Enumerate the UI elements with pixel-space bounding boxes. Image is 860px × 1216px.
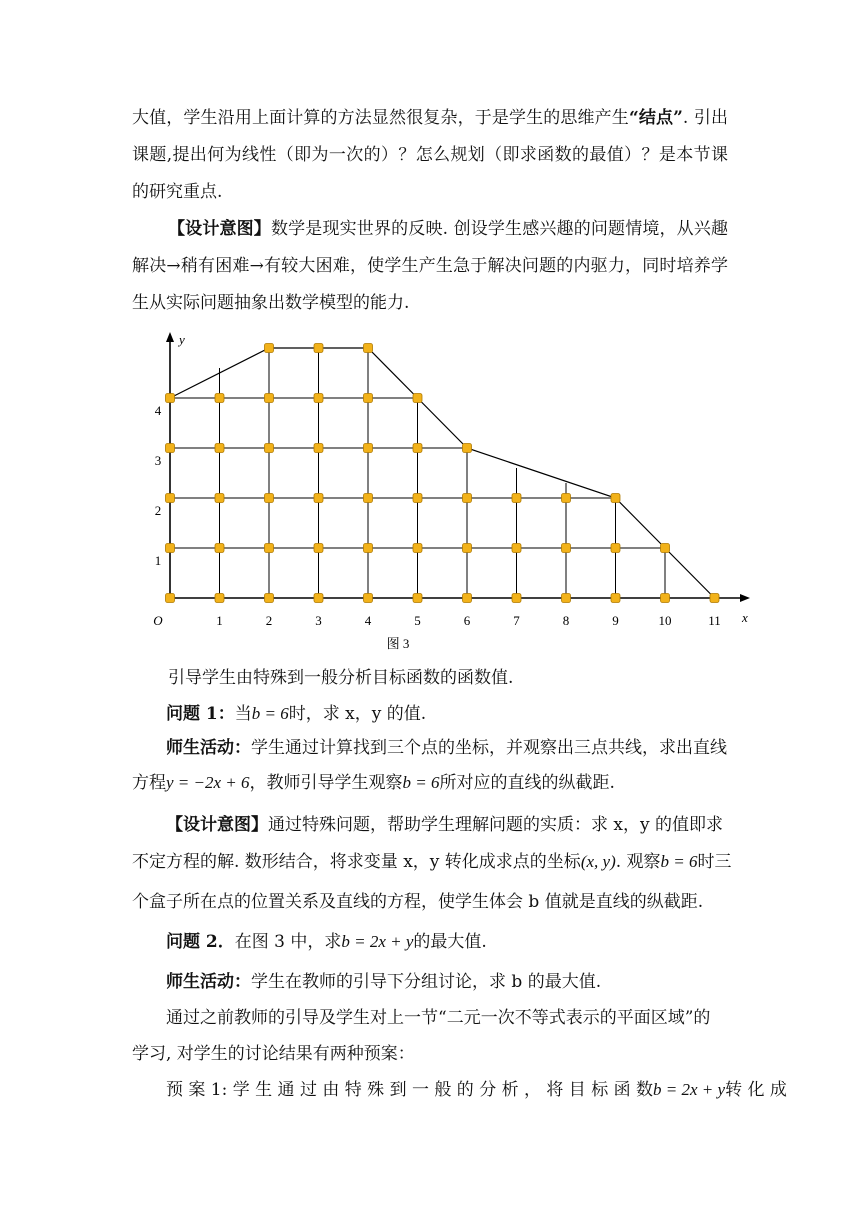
activity-2-tag: 师生活动： [166, 972, 251, 992]
lattice-point [512, 544, 521, 553]
lattice-point [265, 594, 274, 603]
lattice-point [364, 494, 373, 503]
y-tick-label: 1 [154, 553, 162, 568]
lattice-point [463, 544, 472, 553]
question-1-post: 时，求 x，y 的值. [288, 704, 427, 724]
plan-1-line [166, 1080, 787, 1100]
intent-3-line-3: 个盒子所在点的位置关系及直线的方程，使学生体会 b 值就是直线的纵截距. [132, 892, 704, 912]
intent-3-text-d: 时三 [697, 852, 732, 872]
intent-3-line-2 [132, 852, 732, 872]
lattice-point [265, 444, 274, 453]
lattice-point [562, 594, 571, 603]
question-1-tag: 问题 1： [166, 704, 235, 724]
lattice-point [364, 444, 373, 453]
y-tick-label: 4 [154, 403, 162, 418]
question-2-pre: 在图 3 中，求 [234, 932, 342, 952]
lattice-point [413, 394, 422, 403]
activity-1-text-c: ，教师引导学生观察 [249, 773, 403, 793]
lattice-point [166, 394, 175, 403]
lattice-point [413, 594, 422, 603]
activity-1-text-b: 方程 [132, 773, 166, 793]
lattice-point [166, 594, 175, 603]
y-tick-label: 2 [154, 503, 162, 518]
activity-1-line-1 [166, 738, 727, 758]
boundary-line [170, 348, 715, 598]
lattice-point [314, 494, 323, 503]
lattice-point [562, 544, 571, 553]
x-tick-label: 4 [364, 613, 372, 628]
activity-2 [166, 972, 601, 992]
lattice-point [710, 594, 719, 603]
lattice-point [611, 544, 620, 553]
lattice-point [413, 494, 422, 503]
x-tick-label: 7 [513, 613, 520, 628]
activity-1-line-2 [132, 773, 615, 793]
lattice-point [166, 544, 175, 553]
lattice-point [166, 444, 175, 453]
question-2 [166, 932, 487, 952]
lattice-point [661, 594, 670, 603]
lattice-point [166, 494, 175, 503]
lattice-point [265, 544, 274, 553]
intro-text-c: . 引出课题,提出何为线性（即为一次的）？怎么规划（即求函数的最值）？是本节课的研究重点. [132, 108, 729, 202]
y-axis-label: y [179, 332, 185, 347]
question-2-equation: b = 2x + y [341, 932, 414, 951]
activity-1-text-a: 学生通过计算找到三个点的坐标，并观察出三点共线，求出直线 [251, 738, 727, 758]
lattice-point [265, 344, 274, 353]
intent-3-text-c: . 观察 [615, 852, 661, 872]
plan-1-post: 转 化 成 [725, 1080, 787, 1100]
question-1-equation: b = 6 [251, 704, 289, 723]
x-tick-label: 1 [216, 613, 223, 628]
lattice-point [661, 544, 670, 553]
lattice-point [215, 544, 224, 553]
lattice-point [611, 494, 620, 503]
x-tick-label: 3 [315, 613, 322, 628]
lattice-point [364, 544, 373, 553]
plan-1-pre: 预 案 1: 学 生 通 过 由 特 殊 到 一 般 的 分 析 ， 将 目 标 函 数 [166, 1080, 654, 1100]
keyword-knot: “结点” [628, 108, 683, 128]
lattice-point [463, 494, 472, 503]
x-tick-label: 8 [562, 613, 570, 628]
lattice-point [265, 494, 274, 503]
intent-3-coordinate: (x, y) [580, 852, 616, 871]
lattice-point [314, 544, 323, 553]
design-intent-tag: 【设计意图】 [168, 219, 271, 239]
x-axis-label: x [742, 610, 748, 625]
x-tick-label: 9 [612, 613, 619, 628]
previous-plan-line-2: 学习, 对学生的讨论结果有两种预案： [132, 1044, 415, 1064]
lattice-point [215, 444, 224, 453]
intent-3-text-b: 不定方程的解. 数形结合，将求变量 x，y 转化成求点的坐标 [132, 852, 581, 872]
lattice-point [413, 544, 422, 553]
question-1 [166, 704, 426, 724]
figure-caption: 图 3 [386, 636, 410, 651]
lattice-point [512, 594, 521, 603]
lattice-point [364, 594, 373, 603]
lattice-point [364, 344, 373, 353]
x-tick-label: 2 [265, 613, 273, 628]
lattice-point [265, 394, 274, 403]
intro-text-a: 大值，学生沿用上面计算的方法显然很复杂，于是学生的思维产生 [132, 108, 629, 128]
x-tick-label: 5 [414, 613, 421, 628]
intent-3-text-a: 通过特殊问题，帮助学生理解问题的实质：求 x，y 的值即求 [268, 815, 723, 835]
intent-3-equation: b = 6 [660, 852, 698, 871]
lattice-point [314, 394, 323, 403]
lattice-point [364, 394, 373, 403]
previous-plan-line-1: 通过之前教师的引导及学生对上一节“二元一次不等式表示的平面区域”的 [166, 1008, 711, 1028]
y-tick-label: 3 [154, 453, 162, 468]
lattice-point [215, 394, 224, 403]
lattice-point [215, 494, 224, 503]
lattice-point [314, 344, 323, 353]
origin-label: O [153, 613, 163, 628]
activity-1-equation: y = −2x + 6 [166, 773, 250, 792]
intro-paragraph [132, 100, 728, 211]
lattice-point [512, 494, 521, 503]
figure-3-lattice-chart [0, 320, 860, 660]
y-axis-arrow [166, 332, 174, 342]
lattice-point [463, 594, 472, 603]
x-axis-arrow [740, 594, 750, 602]
lattice-point [562, 494, 571, 503]
activity-1-tag: 师生活动： [166, 738, 251, 758]
x-tick-label: 11 [708, 613, 721, 628]
question-1-pre: 当 [234, 704, 252, 724]
design-intent-text: 数学是现实世界的反映. 创设学生感兴趣的问题情境，从兴趣解决→稍有困难→有较大困难，使学生产生急于解决问题的内驱力，同时培养学生从实际问题抽象出数学模型的能力. [132, 219, 729, 313]
lattice-point [215, 594, 224, 603]
lattice-point [314, 594, 323, 603]
question-2-post: 的最大值. [413, 932, 487, 952]
design-intent-paragraph-1 [132, 211, 728, 322]
activity-2-text: 学生在教师的引导下分组讨论，求 b 的最大值. [251, 972, 602, 992]
plan-1-equation: b = 2x + y [653, 1080, 726, 1099]
lattice-point [314, 444, 323, 453]
x-tick-label: 6 [463, 613, 471, 628]
lattice-point [611, 594, 620, 603]
activity-1-text-d: 所对应的直线的纵截距. [439, 773, 615, 793]
intent-3-line-1 [166, 815, 723, 835]
lattice-point [413, 444, 422, 453]
question-2-tag: 问题 2． [166, 932, 235, 952]
x-tick-label: 10 [658, 613, 672, 628]
lattice-point [463, 444, 472, 453]
guide-line: 引导学生由特殊到一般分析目标函数的函数值. [168, 668, 514, 688]
intent-3-tag: 【设计意图】 [166, 815, 268, 835]
activity-1-equation-2: b = 6 [402, 773, 440, 792]
